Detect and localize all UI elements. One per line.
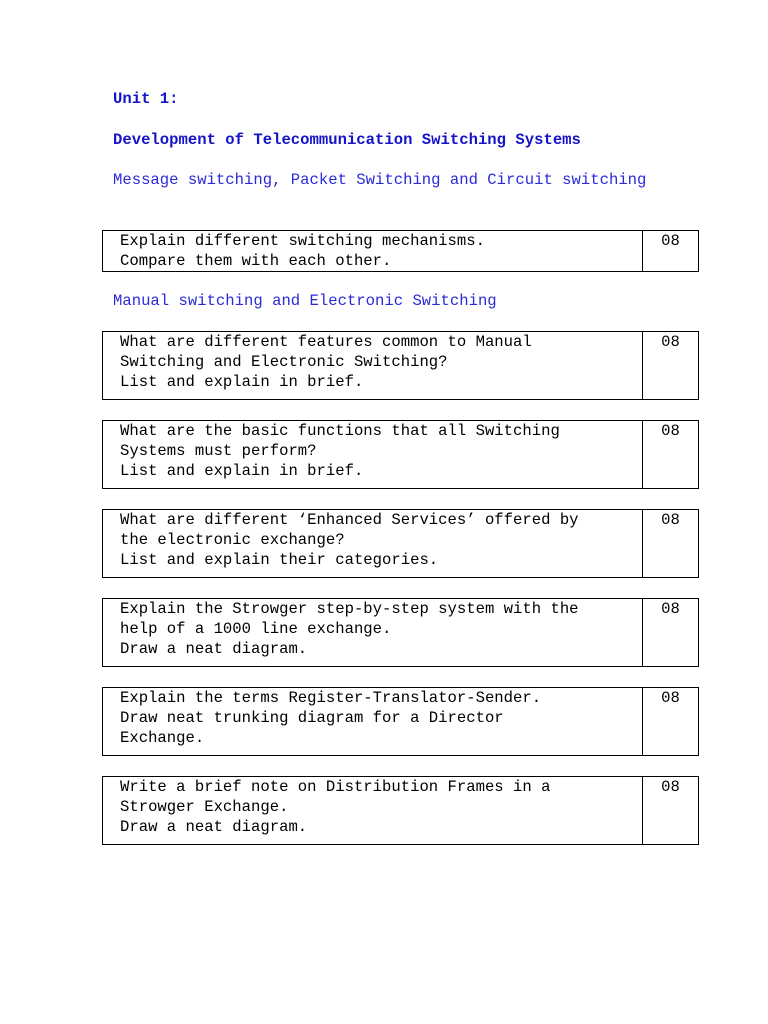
question-box [102, 331, 699, 400]
question-text: What are the basic functions that all Switching Systems must perform? List and explain in brief. [103, 421, 643, 488]
section-title-manual-electronic: Manual switching and Electronic Switching [113, 292, 497, 310]
question-marks: 08 [661, 689, 680, 707]
question-marks: 08 [661, 422, 680, 440]
question-box [102, 230, 699, 272]
chapter-title: Development of Telecommunication Switching Systems [113, 131, 581, 149]
unit-title: Unit 1: [113, 90, 179, 108]
section-title-message-packet-circuit: Message switching, Packet Switching and Circuit switching [113, 171, 647, 189]
question-box [102, 776, 699, 845]
question-box [102, 687, 699, 756]
question-marks: 08 [661, 511, 680, 529]
question-box [102, 598, 699, 667]
question-text: What are different features common to Manual Switching and Electronic Switching? List and explain in brief. [103, 332, 643, 399]
question-box [102, 509, 699, 578]
question-text: Explain different switching mechanisms. Compare them with each other. [103, 231, 643, 271]
question-marks: 08 [661, 600, 680, 618]
question-text: Explain the terms Register-Translator-Sender. Draw neat trunking diagram for a Director Exchange. [103, 688, 643, 755]
question-text: What are different ‘Enhanced Services’ offered by the electronic exchange? List and explain their categories. [103, 510, 643, 577]
question-box [102, 420, 699, 489]
question-text: Write a brief note on Distribution Frames in a Strowger Exchange. Draw a neat diagram. [103, 777, 643, 844]
question-text: Explain the Strowger step-by-step system with the help of a 1000 line exchange. Draw a neat diagram. [103, 599, 643, 666]
question-marks: 08 [661, 333, 680, 351]
question-marks: 08 [661, 778, 680, 796]
question-marks: 08 [661, 232, 680, 250]
